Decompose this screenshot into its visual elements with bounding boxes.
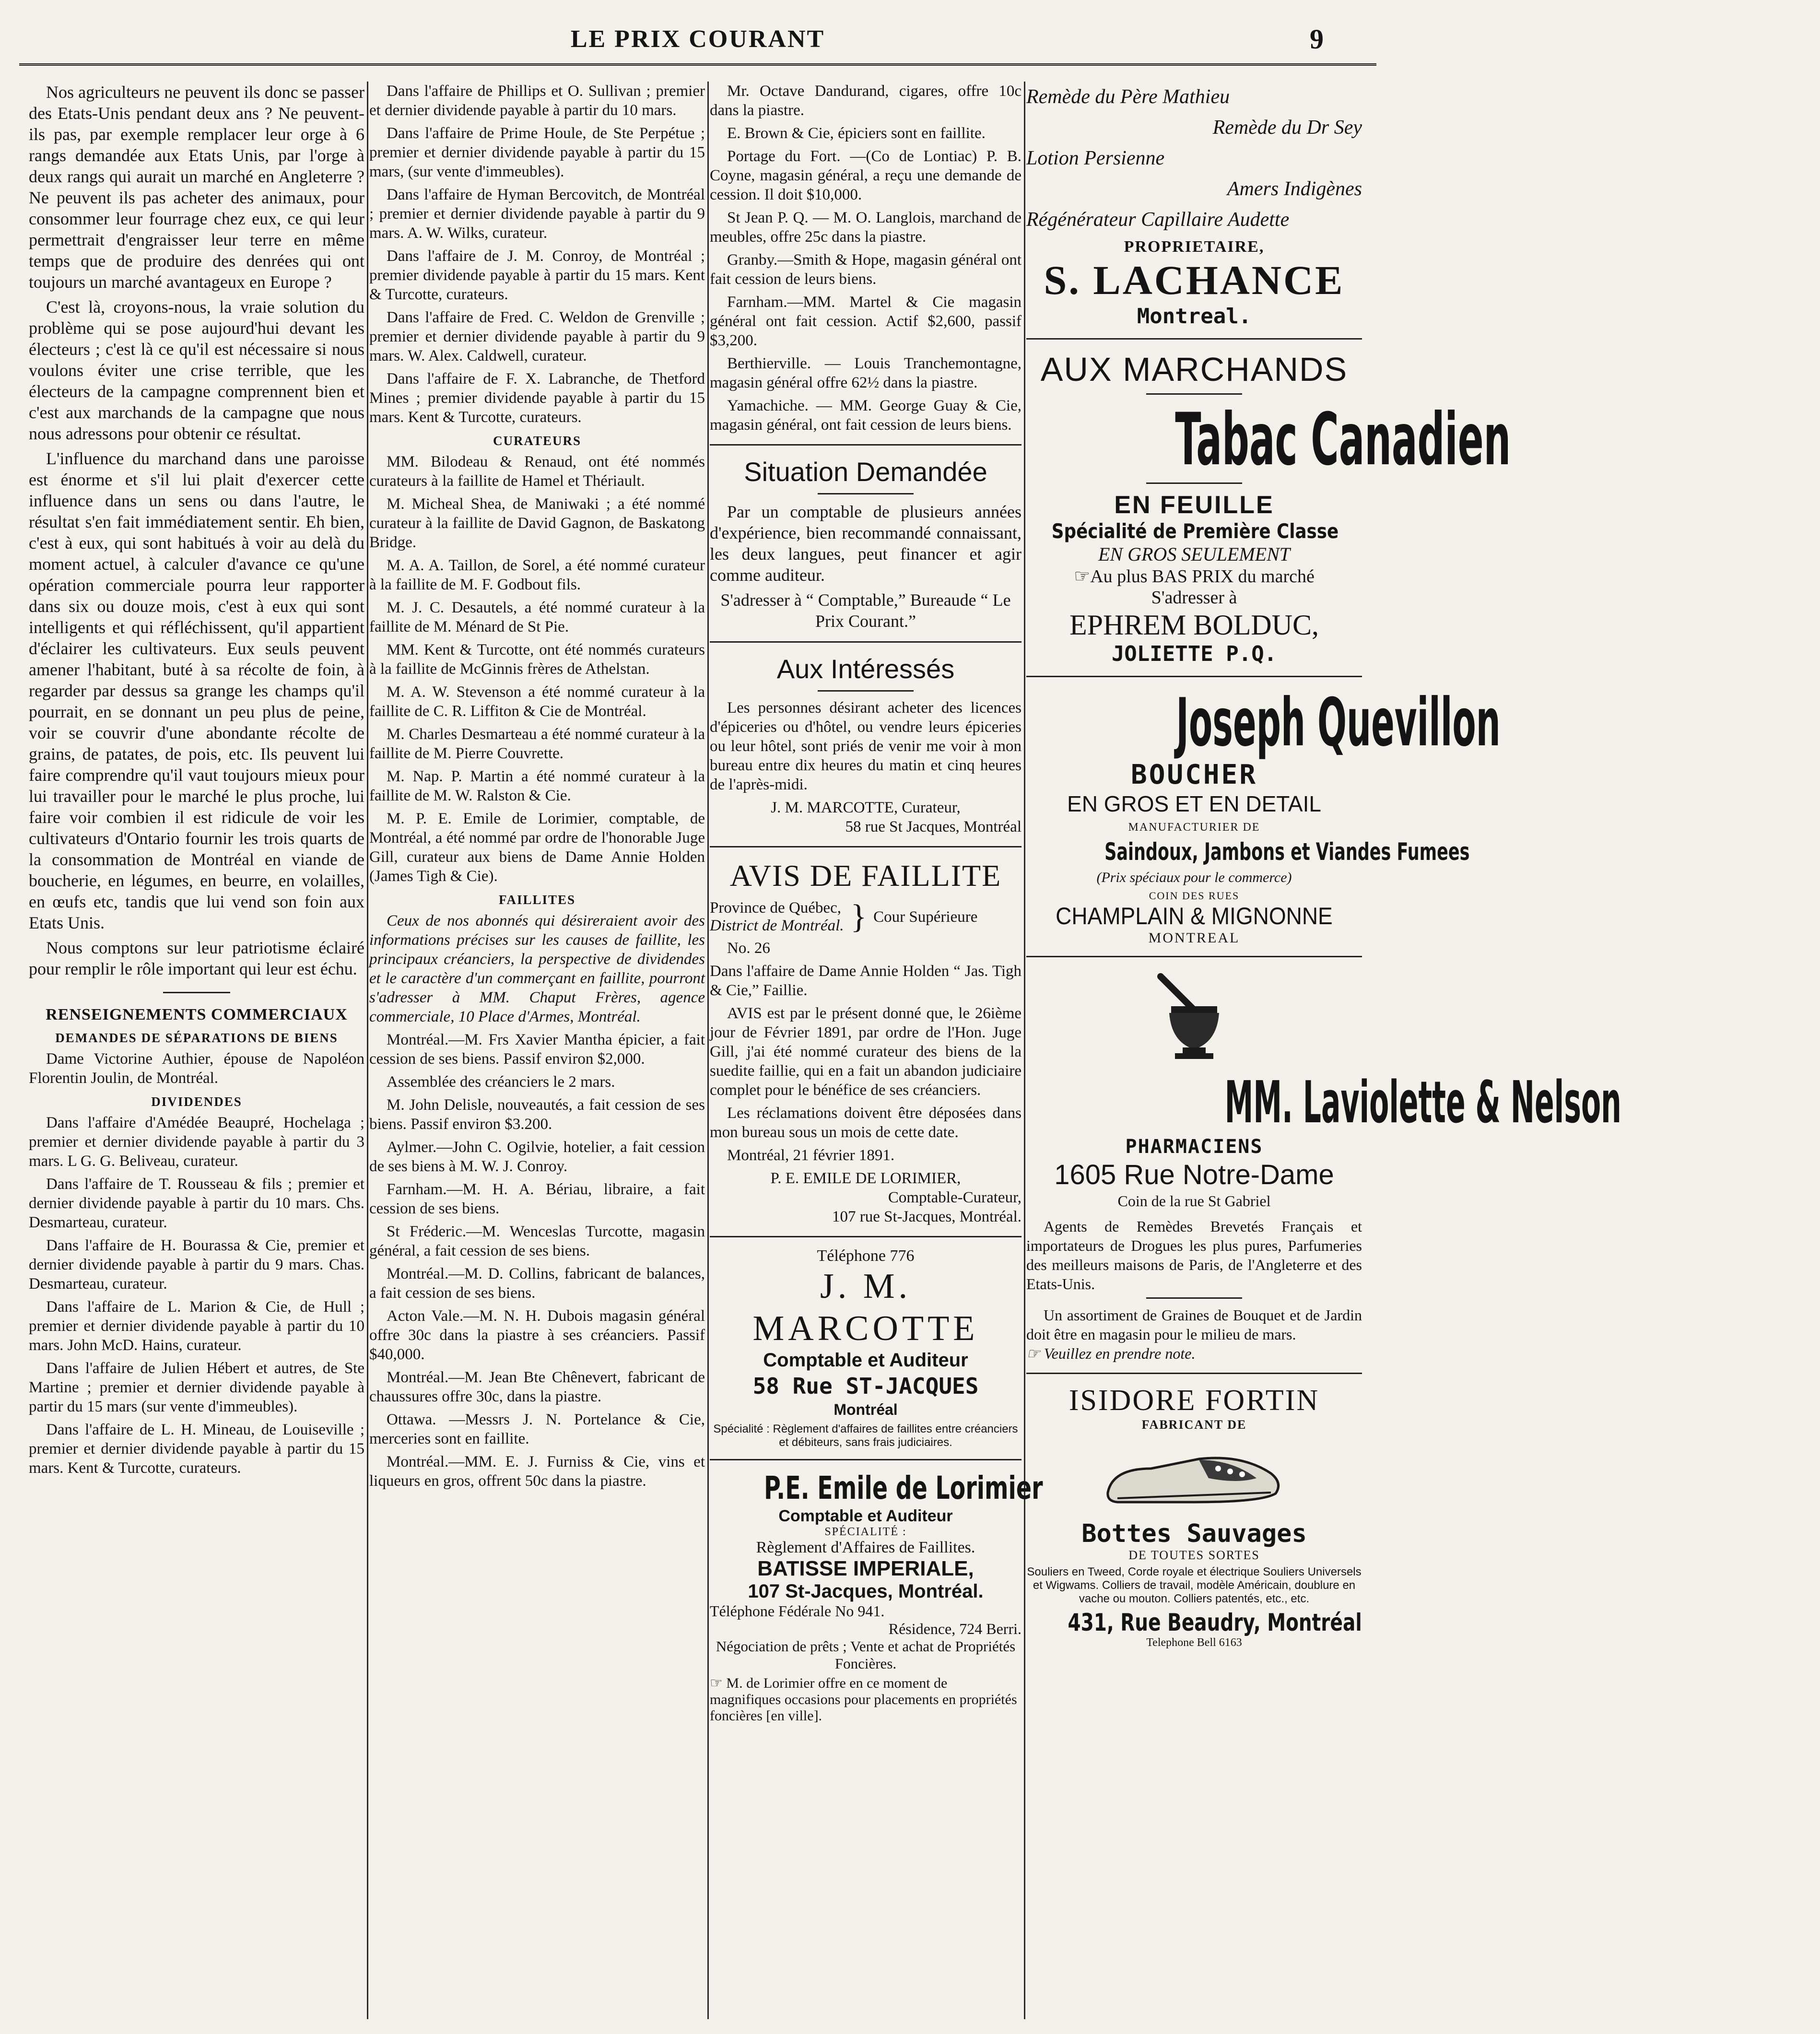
column-1 <box>29 82 364 2019</box>
veuillez-note: ☞ Veuillez en prendre note. <box>1026 1345 1196 1362</box>
marcotte-address: 58 Rue ST-JACQUES <box>752 1373 979 1399</box>
failure-item: Farnham.—M. H. A. Bériau, libraire, a fait cession de ses biens. <box>369 1181 705 1217</box>
avis-signature-role: Comptable-Curateur, <box>888 1189 1022 1206</box>
curator-item: M. A. A. Taillon, de Sorel, a été nommé curateur à la faillite de M. F. Godbout fils. <box>369 557 705 593</box>
quevillon-name: Joseph Quevillon <box>1176 684 1501 761</box>
failure-item: Ottawa. —Messrs J. N. Portelance & Cie, merceries sont en faillite. <box>369 1411 705 1447</box>
title-rule <box>1146 482 1242 484</box>
marcotte-city: Montréal <box>834 1401 898 1418</box>
page-header <box>0 0 1396 77</box>
dividend-item: Dans l'affaire de J. M. Conroy, de Montréal ; premier dividende payable à partir du 15 mars. Kent & Turcotte, curateurs. <box>369 247 705 303</box>
title-rule <box>818 493 914 494</box>
lorimier-ad <box>710 1470 1043 1724</box>
montreal-label: MONTREAL <box>1148 930 1240 946</box>
avis-text: AVIS est par le présent donné que, le 26ième jour de Février 1891, par ordre de l'Hon. Juge Gill, j'ai été nommé curateur des biens de la suedite faillie, qui en a fait un abandon judiciaire complet pour le bénéfice de ses créanciers. <box>710 1005 1022 1099</box>
dividend-item: Dans l'affaire de Prime Houle, de Ste Perpétue ; premier et dernier dividende payable à partir du 15 mars, (sur vente d'immeubles). <box>369 125 705 180</box>
section-title: RENSEIGNEMENTS COMMERCIAUX <box>46 1006 348 1023</box>
situation-text: Par un comptable de plusieurs années d'expérience, bien recommandé connaissant, les deux langues, peut financer et agir comme auditeur. <box>710 502 1022 585</box>
gros-detail: EN GROS ET EN DETAIL <box>1067 791 1321 816</box>
proprietaire-label: PROPRIETAIRE, <box>1124 238 1265 256</box>
coin-gabriel: Coin de la rue St Gabriel <box>1117 1192 1271 1210</box>
avis-date: Montréal, 21 février 1891. <box>727 1147 895 1164</box>
remedy-item: Amers Indigènes <box>1227 178 1362 200</box>
title-rule <box>818 690 914 692</box>
lorimier-address: 107 St-Jacques, Montréal. <box>748 1581 984 1602</box>
coin-rues-label: COIN DES RUES <box>1149 890 1240 902</box>
moccasin-shoe-icon <box>1026 1440 1362 1512</box>
bas-prix: ☞Au plus BAS PRIX du marché <box>1074 566 1315 587</box>
curator-item: MM. Kent & Turcotte, ont été nommés curateurs à la faillite de McGinnis frères de Athelstan. <box>369 641 705 678</box>
avis-affaire: Dans l'affaire de Dame Annie Holden “ Jas. Tigh & Cie,” Faillie. <box>710 963 1022 999</box>
avis-district: District de Montréal. <box>710 917 844 934</box>
bolduc-city: JOLIETTE P.Q. <box>1111 642 1277 666</box>
marcotte-role: Comptable et Auditeur <box>763 1350 968 1371</box>
title-rule <box>1146 1297 1242 1299</box>
dividend-item: Dans l'affaire de F. X. Labranche, de Thetford Mines ; premier dividende payable à partir du 15 mars. Kent & Turcotte, curateurs. <box>369 370 705 426</box>
section-rule <box>1026 1373 1362 1374</box>
bolduc-name: EPHREM BOLDUC, <box>1069 609 1319 641</box>
avis-text-2: Les réclamations doivent être déposées dans mon bureau sous un mois de cette date. <box>710 1105 1022 1141</box>
prix-speciaux: (Prix spéciaux pour le commerce) <box>1096 870 1292 885</box>
page-number: 9 <box>1310 24 1324 55</box>
remedy-item: Remède du Père Mathieu <box>1026 86 1230 108</box>
lorimier-building: BATISSE IMPERIALE, <box>757 1557 974 1580</box>
failure-item: St Jean P. Q. — M. O. Langlois, marchand de meubles, offre 25c dans la piastre. <box>710 209 1022 246</box>
subsection-title: FAILLITES <box>498 893 576 907</box>
adresser-label: S'adresser à <box>1151 588 1237 608</box>
en-feuille: EN FEUILLE <box>1114 491 1274 519</box>
article-paragraph: C'est là, croyons-nous, la vraie solution du problème qui se pose aujourd'hui devant les électeurs ; c'est là ce qu'il est nécessaire si nous voulons éviter une crise terrible, que les électeurs de la campagne comprennent bien et c'est aux marchands de la campagne que nous nous adressons pour obtenir ce résultat. <box>29 297 364 443</box>
column-3 <box>710 82 1043 2019</box>
title-rule <box>1146 393 1242 395</box>
pharmaciens-label: PHARMACIENS <box>1125 1136 1263 1158</box>
column-divider <box>1024 82 1025 2019</box>
dividend-item: Dans l'affaire de T. Rousseau & fils ; premier et dernier dividende payable à partir du 10 mars. Chs. Desmarteau, curateur. <box>29 1176 364 1231</box>
failure-item: M. John Delisle, nouveautés, a fait cession de ses biens. Passif environ $3.200. <box>369 1096 705 1133</box>
column-4 <box>1026 82 1621 2019</box>
tabac-canadien: Tabac Canadien <box>1175 398 1511 482</box>
subsection-title: DIVIDENDES <box>151 1094 242 1109</box>
failure-item: Farnham.—MM. Martel & Cie magasin général ont fait cession. Actif $2,600, passif $3,200. <box>710 294 1022 349</box>
section-rule <box>710 1459 1022 1460</box>
subsection-title: DEMANDES DE SÉPARATIONS DE BIENS <box>55 1031 338 1045</box>
situation-title: Situation Demandée <box>744 457 987 487</box>
avis-court: Cour Supérieure <box>873 908 978 926</box>
curator-item: MM. Bilodeau & Renaud, ont été nommés curateurs à la faillite de Hamel et Thériault. <box>369 453 705 490</box>
column-divider <box>367 82 368 2019</box>
lorimier-spec-label: SPÉCIALITÉ : <box>824 1526 907 1538</box>
dividend-item: Dans l'affaire de H. Bourassa & Cie, premier et dernier dividende payable à partir du 9 mars. Chas. Desmarteau, curateur. <box>29 1237 364 1293</box>
article-paragraph: L'influence du marchand dans une paroisse est énorme et s'il lui plait d'exercer cette influence dans un sens ou dans l'autre, le résultat s'en fait immédiatement sentir. Eh bien, c'est à eux, qui sont habitués à voir au delà du moment actuel, à calculer d'avance ce qu'une opération commerciale pourra leur rapporter dans six ou douze mois, c'est à eux qui sont intelligents et qui réfléchissent, qu'il appartient d'éclairer les cultivateurs. Eux seuls peuvent amener l'habitant, buté à sa récolte de foin, à regarder par dessus sa grange les champs qu'il pourrait, en se donnant un peu plus de peine, voir se couvrir d'une abondante récolte de grains, de patates, de pois, etc. Ils peuvent lui faire comprendre qu'il vaut toujours mieux pour lui travailler pour le marché le plus proche, lui faire voir combien il est ridicule de voir les cultivateurs d'Ontario fournir les trois quarts de la consommation de Montréal en viande de boucherie, en légumes, en beurre, en volailles, en œufs etc, tandis que lui vend son foin aux Etats Unis. <box>29 449 364 932</box>
interesses-signature: J. M. MARCOTTE, Curateur, <box>771 799 961 816</box>
section-rule <box>710 846 1022 847</box>
champlain-line: CHAMPLAIN & MIGNONNE <box>1056 903 1333 929</box>
pointing-hand-icon: ☞ <box>1074 566 1091 587</box>
en-gros: EN GROS SEULEMENT <box>1098 543 1290 565</box>
saindoux-line: Saindoux, Jambons et Viandes Fumees <box>1104 838 1470 866</box>
lorimier-name: P.E. Emile de Lorimier <box>764 1470 1043 1506</box>
column-2 <box>369 82 705 2019</box>
mortar-pestle-icon <box>1026 967 1362 1063</box>
failure-item: Montréal.—M. Jean Bte Chênevert, fabricant de chaussures offre 30c, dans la piastre. <box>369 1369 705 1405</box>
marcotte-specialty: Spécialité : Règlement d'affaires de faillites entre créanciers et débiteurs, sans frais judiciaires. <box>713 1423 1018 1449</box>
lorimier-spec: Règlement d'Affaires de Faillites. <box>756 1539 975 1556</box>
fabricant-label: FABRICANT DE <box>1141 1418 1247 1432</box>
remedy-item: Remède du Dr Sey <box>1212 117 1362 139</box>
notice-item: Dame Victorine Authier, épouse de Napoléon Florentin Joulin, de Montréal. <box>29 1050 364 1087</box>
dividend-item: Dans l'affaire de Fred. C. Weldon de Grenville ; premier et dernier dividende payable à partir du 9 mars. W. Alex. Caldwell, curateur. <box>369 309 705 364</box>
curator-item: M. Nap. P. Martin a été nommé curateur à la faillite de M. W. Ralston & Cie. <box>369 768 705 804</box>
lorimier-phone: Téléphone Fédérale No 941. <box>710 1602 885 1620</box>
avis-court-block <box>710 899 1022 935</box>
curator-item: M. A. W. Stevenson a été nommé curateur à la faillite de C. R. Liffiton & Cie de Montréal. <box>369 683 705 720</box>
failure-item: Portage du Fort. —(Co de Lontiac) P. B. Coyne, magasin général, a reçu une demande de cession. Il doit $10,000. <box>710 148 1022 203</box>
lachance-city: Montreal. <box>1137 304 1252 329</box>
notre-dame-address: 1605 Rue Notre-Dame <box>1054 1159 1334 1190</box>
boucher-label: BOUCHER <box>1130 759 1257 790</box>
lorimier-negotiation: Négociation de prêts ; Vente et achat de Propriétés Foncières. <box>716 1638 1016 1672</box>
faillites-note: Ceux de nos abonnés qui désireraient avoir des informations précises sur les causes de faillite, les principaux créanciers, la perspective de dividendes et le caractère d'un commerçant en faillite, pourront s'adresser à MM. Chaput Frères, agence commerciale, 10 Place d'Armes, Montréal. <box>369 912 705 1025</box>
beaudry-address: 431, Rue Beaudry, Montréal <box>1068 1609 1362 1636</box>
failure-item: Yamachiche. — MM. George Guay & Cie, magasin général, ont fait cession de leurs biens. <box>710 397 1022 434</box>
marcotte-name: J. M. MARCOTTE <box>752 1267 979 1348</box>
dividend-item: Dans l'affaire de L. Marion & Cie, de Hull ; premier et dernier dividende payable à partir du 10 mars. John McD. Hains, curateur. <box>29 1298 364 1354</box>
toutes-sortes: DE TOUTES SORTES <box>1128 1548 1260 1562</box>
specialite: Spécialité de Première Classe <box>1051 519 1339 543</box>
lachance-name: S. LACHANCE <box>1044 257 1345 303</box>
curator-item: M. P. E. Emile de Lorimier, comptable, de Montréal, a été nommé par ordre de l'honorable Juge Gill, curateur aux biens de Dame Annie Holden (James Tigh & Cie). <box>369 810 705 885</box>
failure-item: Montréal.—M. D. Collins, fabricant de balances, a fait cession de ses biens. <box>369 1265 705 1302</box>
section-rule <box>1026 956 1362 957</box>
dividend-item: Dans l'affaire de Julien Hébert et autres, de Ste Martine ; premier et dernier dividende payable à partir du 15 mars (sur vente d'immeubles). <box>29 1360 364 1415</box>
section-rule <box>710 444 1022 446</box>
curator-item: M. J. C. Desautels, a été nommé curateur à la faillite de M. Ménard de St Pie. <box>369 599 705 635</box>
avis-signature-address: 107 rue St-Jacques, Montréal. <box>832 1208 1022 1225</box>
failure-item: Montréal.—MM. E. J. Furniss & Cie, vins et liqueurs en gros, offrent 50c dans la piastre. <box>369 1453 705 1490</box>
laviolette-name: MM. Laviolette & Nelson <box>1224 1070 1621 1136</box>
lorimier-role: Comptable et Auditeur <box>778 1507 953 1525</box>
dividend-item: Dans l'affaire de Phillips et O. Sullivan ; premier et dernier dividende payable à partir du 10 mars. <box>369 82 705 119</box>
failure-item: E. Brown & Cie, épiciers sont en faillite. <box>727 125 986 142</box>
marcotte-ad <box>710 1247 1022 1449</box>
dividend-item: Dans l'affaire d'Amédée Beaupré, Hochelaga ; premier et dernier dividende payable à partir du 3 mars. L G. G. Beliveau, curateur. <box>29 1114 364 1170</box>
curator-item: M. Charles Desmarteau a été nommé curateur à la faillite de M. Pierre Couvrette. <box>369 726 705 762</box>
failure-item: Granby.—Smith & Hope, magasin général ont fait cession de leurs biens. <box>710 251 1022 288</box>
section-rule <box>710 641 1022 643</box>
marcotte-phone: Téléphone 776 <box>817 1247 915 1265</box>
bottes-sauvages: Bottes Sauvages <box>1081 1519 1307 1548</box>
dividend-item: Dans l'affaire de Hyman Bercovitch, de Montréal ; premier et dernier dividende payable à partir du 9 mars. A. W. Wilks, curateur. <box>369 186 705 242</box>
agents-text: Agents de Remèdes Brevetés Français et importateurs de Drogues les plus pures, Parfumeries des meilleurs maisons de Paris, de l'Angleterre et des Etats-Unis. <box>1026 1218 1362 1293</box>
lorimier-residence: Résidence, 724 Berri. <box>888 1620 1022 1637</box>
failure-item: Aylmer.—John C. Ogilvie, hotelier, a fait cession de ses biens à M. W. J. Conroy. <box>369 1139 705 1175</box>
failure-item: Assemblée des créanciers le 2 mars. <box>387 1073 615 1091</box>
curator-item: M. Micheal Shea, de Maniwaki ; a été nommé curateur à la faillite de David Gagnon, de Baskatong Bridge. <box>369 495 705 551</box>
avis-province: Province de Québec, <box>710 899 841 917</box>
remedy-item: Régénérateur Capillaire Audette <box>1026 209 1290 231</box>
telephone-bell: Telephone Bell 6163 <box>1146 1636 1242 1649</box>
fortin-name: ISIDORE FORTIN <box>1069 1384 1320 1417</box>
section-rule <box>163 992 230 993</box>
failure-item: Acton Vale.—M. N. H. Dubois magasin général offre 30c dans la piastre à ses créanciers. Passif $40,000. <box>369 1307 705 1363</box>
avis-signature: P. E. EMILE DE LORIMIER, <box>770 1170 961 1187</box>
aux-marchands: AUX MARCHANDS <box>1040 351 1348 388</box>
article-paragraph: Nos agriculteurs ne peuvent ils donc se passer des Etats-Unis pendant deux ans ? Ne peuvent-ils pas, par exemple remplacer leur orge à 6 rangs demandée aux Etats Unis, par l'orge à deux rangs qui aurait un marché en Angleterre ? Ne peuvent ils pas acheter des animaux, pour consommer leur fourrage chez eux, ce qui leur permettrait d'engraisser leur terre en même temps que de produire des denrées qui ont toujours un marché avantageux en Europe ? <box>29 82 364 292</box>
remedy-item: Lotion Persienne <box>1026 147 1165 169</box>
failure-item: Berthierville. — Louis Tranchemontagne, magasin général offre 62½ dans la piastre. <box>710 355 1022 391</box>
failure-item: St Fréderic.—M. Wenceslas Turcotte, magasin général, a fait cession de ses biens. <box>369 1223 705 1259</box>
interesses-title: Aux Intéressés <box>776 654 955 684</box>
dividend-item: Dans l'affaire de L. H. Mineau, de Louiseville ; premier et dernier dividende payable à partir du 15 mars. Kent & Turcotte, curateurs. <box>29 1421 364 1477</box>
interesses-address: 58 rue St Jacques, Montréal <box>845 818 1022 835</box>
avis-title: AVIS DE FAILLITE <box>729 858 1002 893</box>
article-paragraph: Nous comptons sur leur patriotisme éclairé pour remplir le rôle important qui leur est échu. <box>29 938 364 978</box>
manufacturier-label: MANUFACTURIER DE <box>1128 821 1260 834</box>
header-rule <box>19 63 1376 66</box>
failure-item: Montréal.—M. Frs Xavier Mantha épicier, a fait cession de ses biens. Passif environ $2,000. <box>369 1031 705 1068</box>
pointing-hand-icon: ☞ <box>1026 1345 1044 1362</box>
section-rule <box>710 1236 1022 1237</box>
column-divider <box>707 82 709 2019</box>
brace-icon: } <box>850 898 867 935</box>
interesses-text: Les personnes désirant acheter des licences d'épiceries ou d'hôtel, ou vendre leurs épiceries ou leur hôtel, sont priés de venir me voir à mon bureau entre dix heures du matin et cinq heures de l'après-midi. <box>710 699 1022 793</box>
failure-item: Mr. Octave Dandurand, cigares, offre 10c dans la piastre. <box>710 82 1022 119</box>
souliers-text: Souliers en Tweed, Corde royale et électrique Souliers Universels et Wigwams. Colliers de travail, modèle Américain, doublure en vache ou mouton. Colliers patentés, etc., etc. <box>1027 1565 1362 1605</box>
graines-text: Un assortiment de Graines de Bouquet et de Jardin doit être en magasin pour le milieu de mars. <box>1026 1306 1362 1343</box>
section-rule <box>1026 338 1362 340</box>
subsection-title: CURATEURS <box>493 434 582 448</box>
section-rule <box>1026 676 1362 677</box>
situation-contact: S'adresser à “ Comptable,” Bureaude “ Le Prix Courant.” <box>720 590 1011 631</box>
lorimier-offer: ☞ M. de Lorimier offre en ce moment de magnifiques occasions pour placements en propriétés foncières [en ville]. <box>710 1675 1017 1724</box>
avis-number: No. 26 <box>727 940 770 957</box>
pointing-hand-icon: ☞ <box>710 1675 727 1691</box>
newspaper-title: LE PRIX COURANT <box>570 25 825 53</box>
